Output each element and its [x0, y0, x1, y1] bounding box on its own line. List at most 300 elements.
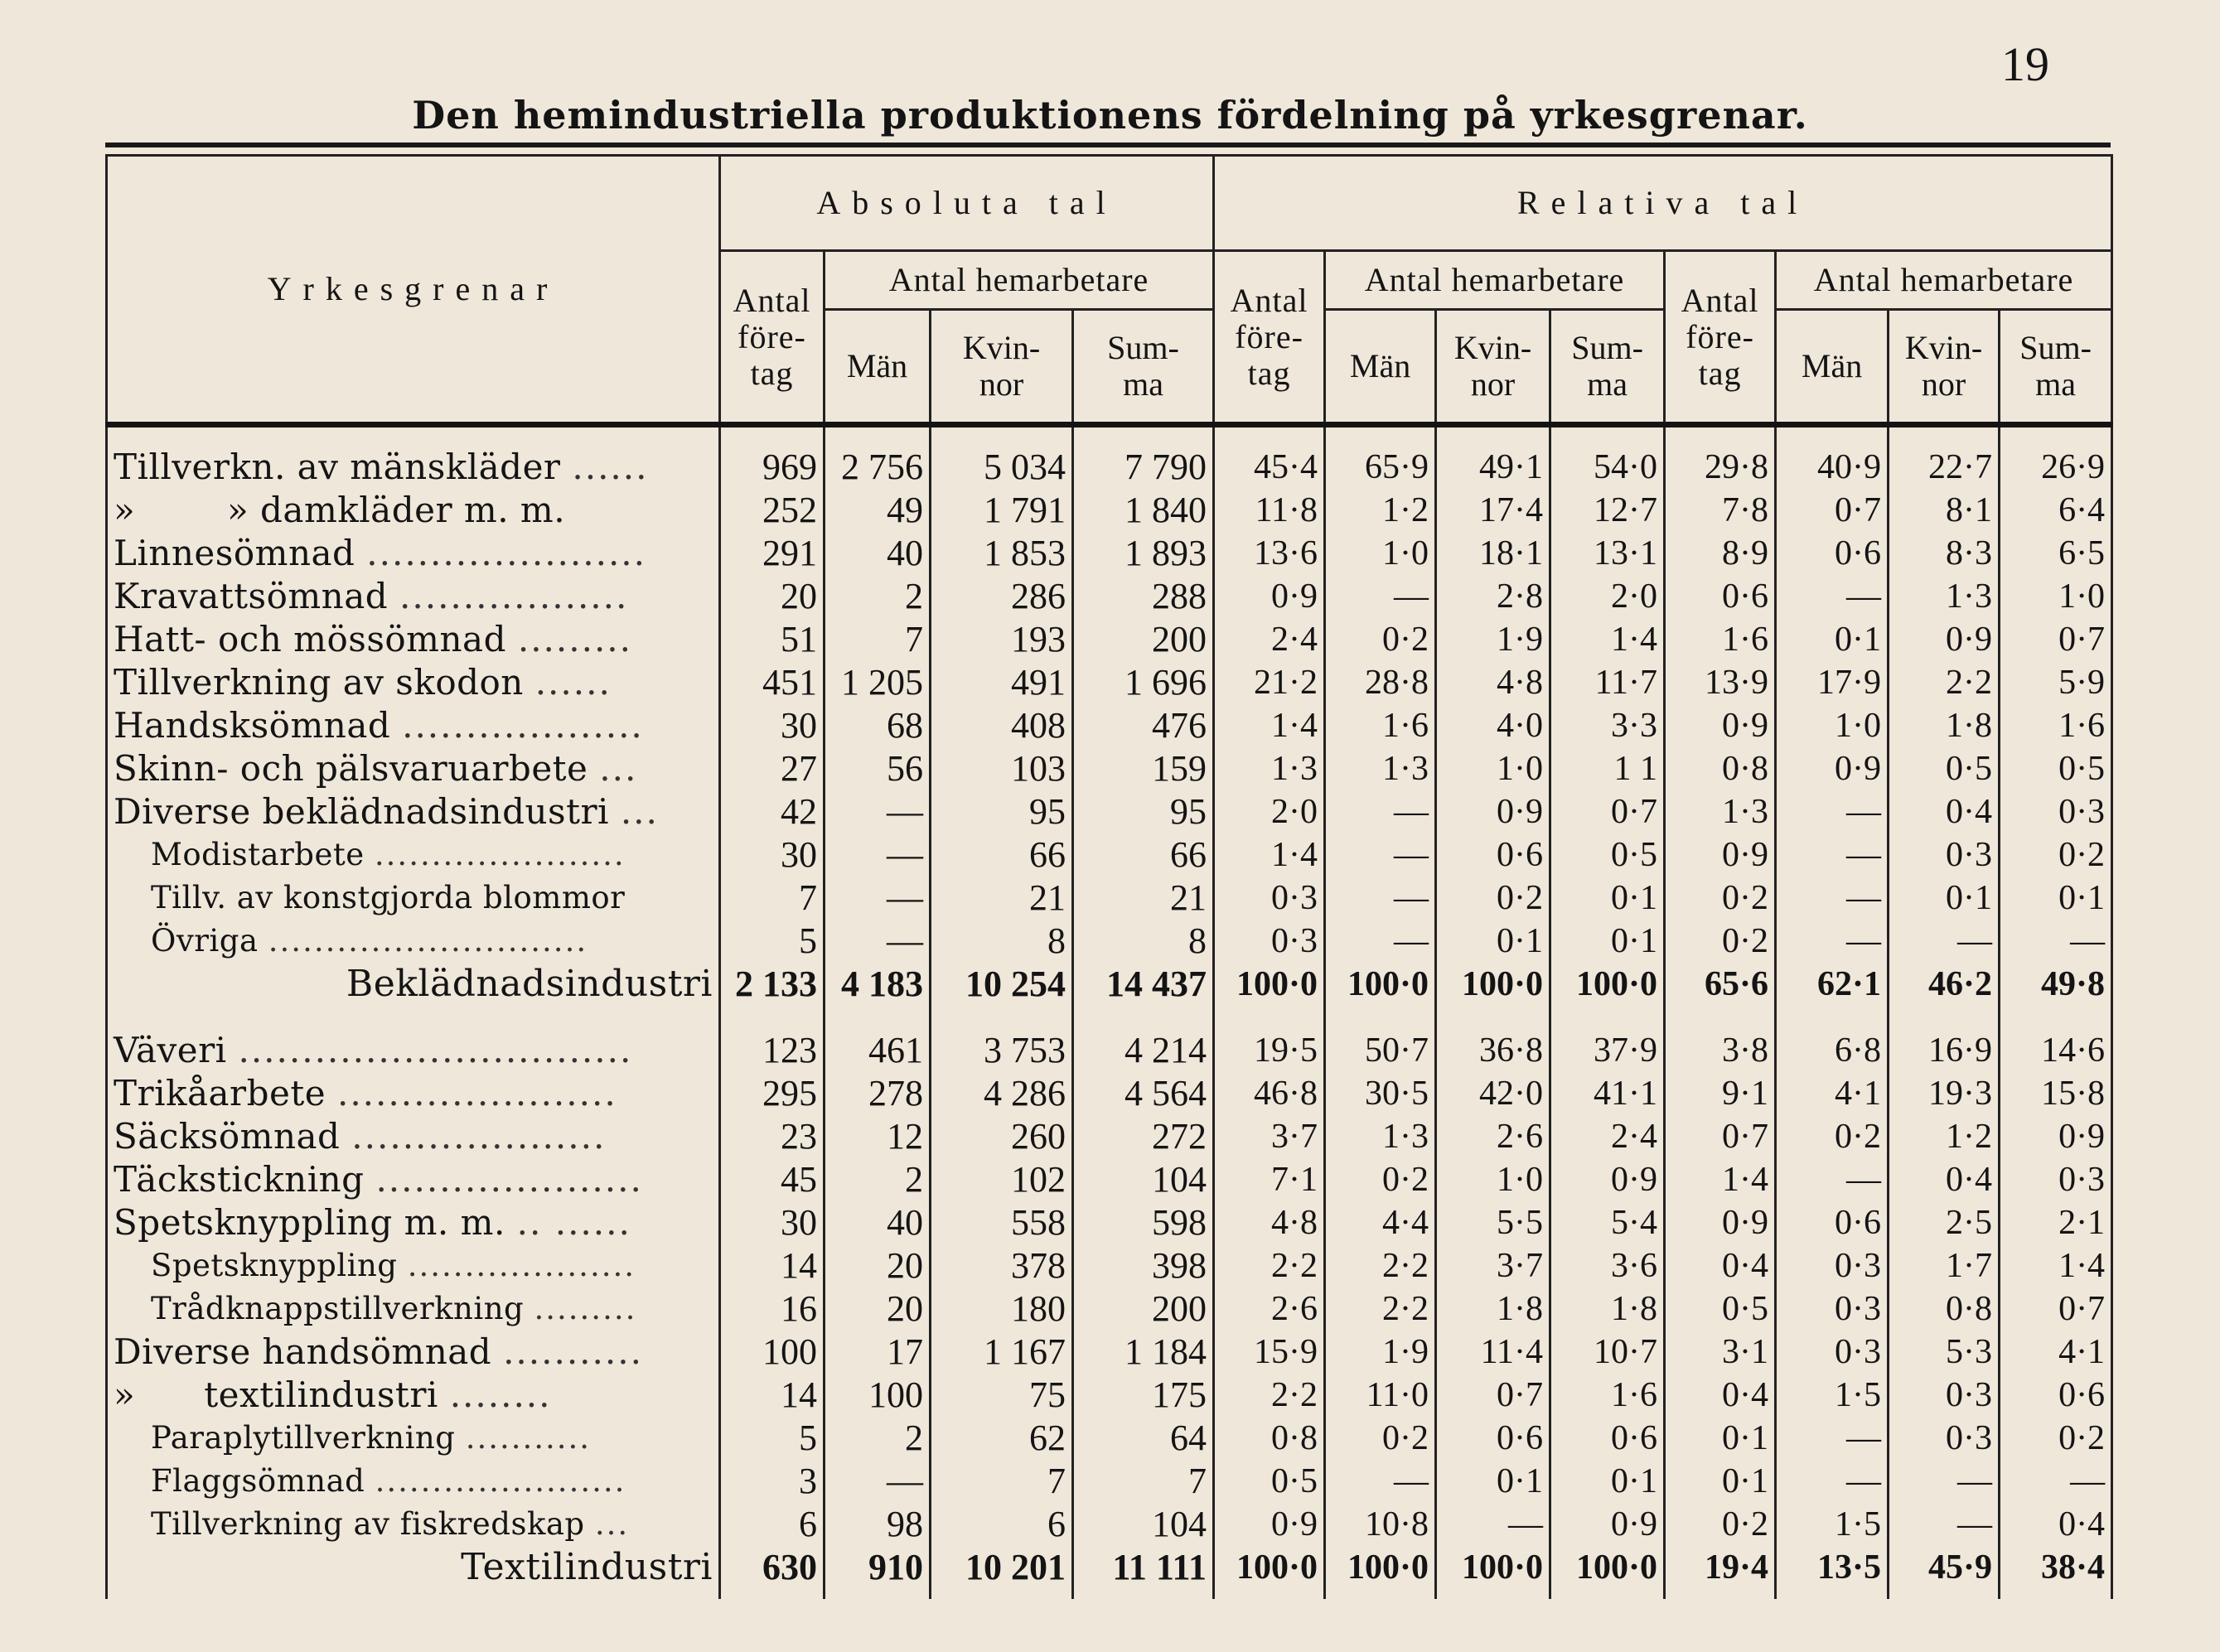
cell-rel2-kvinnor: 1·8 [1889, 704, 2000, 747]
cell-rel2-kvinnor: 1·2 [1889, 1115, 2000, 1158]
row-label-text: Handsksömnad [114, 705, 391, 746]
cell-rel2-man: 4·1 [1776, 1072, 1889, 1115]
cell-abs-summa: 4 214 [1073, 1016, 1214, 1072]
cell-rel2-antal-foretag: 0·9 [1665, 833, 1776, 877]
cell-rel2-kvinnor: 2·2 [1889, 661, 2000, 704]
header-kvinnor-rel-1: Kvin- nor [1436, 310, 1550, 425]
row-label-text: Modistarbete [151, 837, 365, 872]
cell-rel2-antal-foretag: 65·6 [1665, 963, 1776, 1016]
cell-rel2-kvinnor: — [1889, 1503, 2000, 1546]
cell-abs-summa: 159 [1073, 747, 1214, 790]
cell-rel2-antal-foretag: 0·1 [1665, 1460, 1776, 1503]
cell-rel1-antal-foretag: 3·7 [1214, 1115, 1325, 1158]
cell-rel2-man: 0·6 [1776, 532, 1889, 575]
cell-rel1-antal-foretag: 11·8 [1214, 489, 1325, 532]
row-label-text: » » damkläder m. m. [114, 490, 566, 530]
cell-abs-summa: 1 840 [1073, 489, 1214, 532]
header-antal-foretag-rel-1: Antal före- tag [1214, 251, 1325, 425]
cell-abs-summa: 104 [1073, 1503, 1214, 1546]
cell-abs-kvinnor: 103 [931, 747, 1073, 790]
leader-dots: ............................ [268, 923, 588, 959]
cell-rel1-kvinnor: 1·9 [1436, 618, 1550, 661]
row-label-text: Väveri [114, 1030, 227, 1070]
cell-rel2-kvinnor: 22·7 [1889, 425, 2000, 490]
header-man-rel-1: Män [1325, 310, 1436, 425]
cell-rel1-antal-foretag: 1·3 [1214, 747, 1325, 790]
header-man-rel-2: Män [1776, 310, 1889, 425]
header-summa-rel-2: Sum- ma [2000, 310, 2112, 425]
cell-rel2-antal-foretag: 8·9 [1665, 532, 1776, 575]
cell-rel2-kvinnor: 1·7 [1889, 1244, 2000, 1287]
cell-rel2-antal-foretag: 0·9 [1665, 704, 1776, 747]
cell-abs-kvinnor: 6 [931, 1503, 1073, 1546]
cell-rel1-summa: 0·1 [1550, 920, 1665, 963]
row-label-text: Kravattsömnad [114, 576, 389, 616]
cell-rel1-kvinnor: 42·0 [1436, 1072, 1550, 1115]
cell-rel1-summa: 41·1 [1550, 1072, 1665, 1115]
cell-rel1-kvinnor: 4·0 [1436, 704, 1550, 747]
cell-abs-kvinnor: 491 [931, 661, 1073, 704]
cell-abs-kvinnor: 7 [931, 1460, 1073, 1503]
cell-abs-summa: 1 696 [1073, 661, 1214, 704]
cell-rel1-antal-foretag: 0·9 [1214, 575, 1325, 618]
cell-rel2-kvinnor: 1·3 [1889, 575, 2000, 618]
table-row [107, 1244, 2112, 1287]
cell-abs-man: 7 [825, 618, 931, 661]
cell-abs-man: 100 [825, 1374, 931, 1417]
cell-rel2-man: — [1776, 1417, 1889, 1460]
cell-rel2-antal-foretag: 0·7 [1665, 1115, 1776, 1158]
cell-abs-man: 40 [825, 1201, 931, 1244]
cell-rel2-kvinnor: 0·9 [1889, 618, 2000, 661]
cell-rel2-kvinnor: — [1889, 920, 2000, 963]
cell-abs-kvinnor: 5 034 [931, 425, 1073, 490]
cell-rel1-summa: 0·9 [1550, 1503, 1665, 1546]
cell-abs-antal-foretag: 5 [720, 1417, 825, 1460]
cell-rel2-man: 17·9 [1776, 661, 1889, 704]
cell-abs-antal-foretag: 20 [720, 575, 825, 618]
cell-rel1-antal-foretag: 2·6 [1214, 1287, 1325, 1331]
cell-rel2-summa: 0·9 [2000, 1115, 2112, 1158]
table-row [107, 1374, 2112, 1417]
cell-abs-summa: 288 [1073, 575, 1214, 618]
cell-rel1-summa: 1 1 [1550, 747, 1665, 790]
table-row [107, 1460, 2112, 1503]
cell-rel1-antal-foretag: 0·9 [1214, 1503, 1325, 1546]
row-label [107, 747, 720, 790]
table-row [107, 1115, 2112, 1158]
leader-dots: ...................... [374, 837, 626, 872]
cell-rel1-kvinnor: 100·0 [1436, 963, 1550, 1016]
cell-abs-summa: 175 [1073, 1374, 1214, 1417]
leader-dots: ...... [572, 447, 649, 487]
header-antal-foretag-abs: Antal före- tag [720, 251, 825, 425]
row-label-text: Täckstickning [114, 1159, 365, 1200]
cell-rel2-summa: 49·8 [2000, 963, 2112, 1016]
cell-rel2-kvinnor: 46·2 [1889, 963, 2000, 1016]
cell-rel2-man: 0·6 [1776, 1201, 1889, 1244]
cell-abs-man: 461 [825, 1016, 931, 1072]
cell-rel2-man: 1·5 [1776, 1503, 1889, 1546]
row-label [107, 661, 720, 704]
cell-abs-man: 4 183 [825, 963, 931, 1016]
cell-abs-summa: 1 893 [1073, 532, 1214, 575]
cell-abs-antal-foretag: 100 [720, 1331, 825, 1374]
cell-abs-kvinnor: 260 [931, 1115, 1073, 1158]
cell-rel2-man: — [1776, 790, 1889, 833]
cell-abs-summa: 398 [1073, 1244, 1214, 1287]
row-label [107, 489, 720, 532]
cell-rel2-antal-foretag: 0·9 [1665, 1201, 1776, 1244]
cell-rel1-kvinnor: 18·1 [1436, 532, 1550, 575]
cell-rel1-summa: 100·0 [1550, 1546, 1665, 1599]
row-label [107, 1460, 720, 1503]
leader-dots: ...................... [366, 533, 646, 573]
cell-rel2-man: — [1776, 877, 1889, 920]
cell-abs-kvinnor: 378 [931, 1244, 1073, 1287]
cell-rel1-antal-foretag: 15·9 [1214, 1331, 1325, 1374]
cell-abs-kvinnor: 3 753 [931, 1016, 1073, 1072]
leader-dots: ...................... [375, 1463, 626, 1499]
row-label-text: Spetsknyppling m. m. [114, 1202, 505, 1243]
cell-rel1-summa: 5·4 [1550, 1201, 1665, 1244]
cell-rel2-antal-foretag: 0·8 [1665, 747, 1776, 790]
cell-rel1-summa: 11·7 [1550, 661, 1665, 704]
leader-dots: .. ...... [516, 1202, 631, 1243]
cell-abs-man: 278 [825, 1072, 931, 1115]
cell-abs-man: 1 205 [825, 661, 931, 704]
table-row [107, 575, 2112, 618]
header-antal-hemarbetare-rel-2: Antal hemarbetare [1776, 251, 2112, 310]
cell-rel2-man: — [1776, 575, 1889, 618]
cell-rel2-antal-foretag: 0·6 [1665, 575, 1776, 618]
cell-abs-man: — [825, 790, 931, 833]
cell-rel1-summa: 2·0 [1550, 575, 1665, 618]
cell-rel1-man: — [1325, 920, 1436, 963]
cell-abs-antal-foretag: 51 [720, 618, 825, 661]
cell-rel1-summa: 1·6 [1550, 1374, 1665, 1417]
cell-rel1-summa: 0·1 [1550, 877, 1665, 920]
cell-rel1-kvinnor: 0·1 [1436, 920, 1550, 963]
cell-rel1-summa: 100·0 [1550, 963, 1665, 1016]
header-relativa-tal: Relativa tal [1214, 156, 2112, 251]
row-label [107, 1417, 720, 1460]
cell-rel2-man: 62·1 [1776, 963, 1889, 1016]
cell-abs-kvinnor: 408 [931, 704, 1073, 747]
table-row [107, 1331, 2112, 1374]
cell-abs-summa: 1 184 [1073, 1331, 1214, 1374]
table-row [107, 1201, 2112, 1244]
cell-rel1-man: 100·0 [1325, 963, 1436, 1016]
leader-dots: ......... [534, 1291, 637, 1326]
table-row [107, 489, 2112, 532]
row-label-text: » textilindustri [114, 1374, 438, 1415]
cell-abs-man: 910 [825, 1546, 931, 1599]
cell-rel1-kvinnor: 100·0 [1436, 1546, 1550, 1599]
cell-abs-man: 2 [825, 1417, 931, 1460]
cell-abs-man: 2 [825, 1158, 931, 1201]
cell-abs-antal-foretag: 451 [720, 661, 825, 704]
cell-rel1-antal-foretag: 45·4 [1214, 425, 1325, 490]
cell-rel2-summa: 0·1 [2000, 877, 2112, 920]
row-label [107, 704, 720, 747]
cell-abs-kvinnor: 10 254 [931, 963, 1073, 1016]
table-row [107, 1158, 2112, 1201]
table-row [107, 1287, 2112, 1331]
cell-abs-man: — [825, 833, 931, 877]
cell-abs-man: 17 [825, 1331, 931, 1374]
cell-rel1-antal-foretag: 1·4 [1214, 833, 1325, 877]
cell-abs-man: 12 [825, 1115, 931, 1158]
cell-rel2-antal-foretag: 13·9 [1665, 661, 1776, 704]
row-label [107, 425, 720, 490]
cell-abs-summa: 66 [1073, 833, 1214, 877]
cell-abs-man: 49 [825, 489, 931, 532]
cell-abs-summa: 11 111 [1073, 1546, 1214, 1599]
cell-rel2-summa: 1·4 [2000, 1244, 2112, 1287]
cell-abs-antal-foretag: 6 [720, 1503, 825, 1546]
cell-rel1-man: 4·4 [1325, 1201, 1436, 1244]
cell-rel2-antal-foretag: 0·1 [1665, 1417, 1776, 1460]
header-yrkesgrenar: Yrkesgrenar [107, 156, 720, 425]
table-row [107, 618, 2112, 661]
page-number: 19 [2001, 37, 2049, 91]
cell-rel1-antal-foretag: 2·0 [1214, 790, 1325, 833]
cell-rel1-antal-foretag: 0·3 [1214, 877, 1325, 920]
row-label [107, 963, 720, 1016]
header-kvinnor-rel-2: Kvin- nor [1889, 310, 2000, 425]
cell-abs-antal-foretag: 252 [720, 489, 825, 532]
cell-abs-summa: 7 790 [1073, 425, 1214, 490]
cell-abs-summa: 272 [1073, 1115, 1214, 1158]
cell-abs-antal-foretag: 291 [720, 532, 825, 575]
row-label [107, 1115, 720, 1158]
table-row [107, 1016, 2112, 1072]
row-label-text: Textilindustri [461, 1546, 713, 1588]
cell-rel1-antal-foretag: 46·8 [1214, 1072, 1325, 1115]
cell-abs-man: 20 [825, 1287, 931, 1331]
cell-rel2-summa: 0·3 [2000, 1158, 2112, 1201]
cell-rel1-summa: 3·3 [1550, 704, 1665, 747]
cell-rel2-kvinnor: 0·3 [1889, 1374, 2000, 1417]
row-label-text: Säcksömnad [114, 1116, 341, 1157]
row-label-text: Diverse beklädnadsindustri [114, 791, 609, 832]
cell-rel2-summa: 26·9 [2000, 425, 2112, 490]
cell-abs-kvinnor: 95 [931, 790, 1073, 833]
cell-rel1-kvinnor: 49·1 [1436, 425, 1550, 490]
cell-rel1-man: 28·8 [1325, 661, 1436, 704]
cell-rel2-man: 1·0 [1776, 704, 1889, 747]
table-row [107, 877, 2112, 920]
table-row [107, 425, 2112, 490]
cell-abs-summa: 8 [1073, 920, 1214, 963]
leader-dots: .................... [351, 1116, 607, 1157]
cell-rel1-man: — [1325, 790, 1436, 833]
cell-rel1-kvinnor: — [1436, 1503, 1550, 1546]
cell-rel1-man: 2·2 [1325, 1287, 1436, 1331]
cell-rel2-antal-foretag: 3·1 [1665, 1331, 1776, 1374]
leader-dots: ... [620, 791, 659, 832]
cell-rel1-antal-foretag: 19·5 [1214, 1016, 1325, 1072]
leader-dots: ......... [517, 619, 632, 659]
cell-abs-summa: 104 [1073, 1158, 1214, 1201]
cell-abs-antal-foretag: 16 [720, 1287, 825, 1331]
cell-rel1-kvinnor: 0·7 [1436, 1374, 1550, 1417]
leader-dots: ................... [402, 705, 644, 746]
cell-rel1-kvinnor: 36·8 [1436, 1016, 1550, 1072]
row-label [107, 1546, 720, 1599]
cell-rel1-summa: 12·7 [1550, 489, 1665, 532]
cell-abs-antal-foretag: 30 [720, 1201, 825, 1244]
cell-abs-man: — [825, 920, 931, 963]
cell-abs-kvinnor: 21 [931, 877, 1073, 920]
cell-rel1-kvinnor: 11·4 [1436, 1331, 1550, 1374]
row-label [107, 1331, 720, 1374]
leader-dots: ..................... [375, 1159, 643, 1200]
table-body [107, 425, 2112, 1600]
cell-rel1-summa: 0·7 [1550, 790, 1665, 833]
header-summa-rel-1: Sum- ma [1550, 310, 1665, 425]
cell-rel1-antal-foretag: 0·5 [1214, 1460, 1325, 1503]
cell-abs-summa: 7 [1073, 1460, 1214, 1503]
row-label-text: Linnesömnad [114, 533, 355, 573]
row-label [107, 920, 720, 963]
cell-rel1-summa: 13·1 [1550, 532, 1665, 575]
header-antal-hemarbetare-rel-1: Antal hemarbetare [1325, 251, 1665, 310]
row-label-text: Tillv. av konstgjorda blommor [151, 880, 626, 915]
cell-rel2-summa: 5·9 [2000, 661, 2112, 704]
cell-abs-antal-foretag: 295 [720, 1072, 825, 1115]
cell-rel2-man: 1·5 [1776, 1374, 1889, 1417]
cell-rel1-antal-foretag: 2·4 [1214, 618, 1325, 661]
row-label-text: Tillverkn. av mänskläder [114, 447, 561, 487]
cell-rel2-antal-foretag: 9·1 [1665, 1072, 1776, 1115]
row-label [107, 1016, 720, 1072]
cell-rel1-man: 0·2 [1325, 1417, 1436, 1460]
cell-rel2-man: 0·1 [1776, 618, 1889, 661]
cell-rel2-summa: 1·0 [2000, 575, 2112, 618]
leader-dots: ........ [449, 1374, 552, 1415]
row-label-text: Beklädnadsindustri [346, 963, 713, 1005]
cell-rel1-man: 1·9 [1325, 1331, 1436, 1374]
cell-rel2-man: — [1776, 1158, 1889, 1201]
cell-rel2-summa: 6·5 [2000, 532, 2112, 575]
cell-abs-antal-foretag: 30 [720, 833, 825, 877]
cell-rel1-kvinnor: 0·9 [1436, 790, 1550, 833]
table-header [107, 156, 2112, 425]
row-label [107, 1201, 720, 1244]
row-label [107, 532, 720, 575]
cell-abs-man: — [825, 877, 931, 920]
cell-rel2-kvinnor: — [1889, 1460, 2000, 1503]
cell-rel1-summa: 0·1 [1550, 1460, 1665, 1503]
cell-abs-antal-foretag: 23 [720, 1115, 825, 1158]
cell-rel1-man: 30·5 [1325, 1072, 1436, 1115]
header-man-abs: Män [825, 310, 931, 425]
table-row [107, 532, 2112, 575]
cell-rel2-summa: 4·1 [2000, 1331, 2112, 1374]
cell-rel2-summa: 0·5 [2000, 747, 2112, 790]
table-row [107, 704, 2112, 747]
cell-abs-kvinnor: 102 [931, 1158, 1073, 1201]
cell-abs-antal-foretag: 3 [720, 1460, 825, 1503]
cell-rel2-kvinnor: 0·3 [1889, 833, 2000, 877]
cell-rel1-antal-foretag: 0·8 [1214, 1417, 1325, 1460]
cell-rel1-summa: 0·9 [1550, 1158, 1665, 1201]
statistics-table [105, 154, 2113, 1599]
statistics-table-wrapper [105, 142, 2111, 1599]
cell-abs-antal-foretag: 7 [720, 877, 825, 920]
cell-abs-kvinnor: 1 167 [931, 1331, 1073, 1374]
cell-abs-antal-foretag: 14 [720, 1374, 825, 1417]
cell-rel1-kvinnor: 2·6 [1436, 1115, 1550, 1158]
cell-rel2-summa: 0·4 [2000, 1503, 2112, 1546]
cell-rel2-antal-foretag: 0·2 [1665, 920, 1776, 963]
cell-rel2-kvinnor: 45·9 [1889, 1546, 2000, 1599]
cell-rel2-kvinnor: 19·3 [1889, 1072, 2000, 1115]
row-label [107, 833, 720, 877]
cell-rel2-kvinnor: 0·4 [1889, 1158, 2000, 1201]
cell-rel1-man: 0·2 [1325, 618, 1436, 661]
cell-rel1-kvinnor: 0·6 [1436, 1417, 1550, 1460]
cell-rel2-antal-foretag: 0·2 [1665, 877, 1776, 920]
header-antal-foretag-rel-2: Antal före- tag [1665, 251, 1776, 425]
cell-abs-kvinnor: 1 791 [931, 489, 1073, 532]
cell-abs-summa: 14 437 [1073, 963, 1214, 1016]
cell-abs-kvinnor: 180 [931, 1287, 1073, 1331]
cell-rel2-summa: — [2000, 1460, 2112, 1503]
cell-rel1-summa: 10·7 [1550, 1331, 1665, 1374]
cell-rel2-antal-foretag: 1·4 [1665, 1158, 1776, 1201]
cell-rel2-man: 0·2 [1776, 1115, 1889, 1158]
cell-abs-kvinnor: 193 [931, 618, 1073, 661]
cell-rel1-kvinnor: 17·4 [1436, 489, 1550, 532]
cell-abs-kvinnor: 8 [931, 920, 1073, 963]
cell-rel1-kvinnor: 0·1 [1436, 1460, 1550, 1503]
cell-rel2-man: 13·5 [1776, 1546, 1889, 1599]
cell-rel2-man: 0·9 [1776, 747, 1889, 790]
row-label [107, 1072, 720, 1115]
leader-dots: ...................... [336, 1073, 617, 1113]
cell-rel1-kvinnor: 5·5 [1436, 1201, 1550, 1244]
cell-rel1-summa: 54·0 [1550, 425, 1665, 490]
row-label-text: Trådknappstillverkning [151, 1291, 525, 1326]
cell-rel2-man: 40·9 [1776, 425, 1889, 490]
row-label-text: Skinn- och pälsvaruarbete [114, 748, 588, 789]
cell-rel1-kvinnor: 2·8 [1436, 575, 1550, 618]
cell-rel1-antal-foretag: 7·1 [1214, 1158, 1325, 1201]
cell-rel2-summa: 0·7 [2000, 618, 2112, 661]
cell-abs-summa: 64 [1073, 1417, 1214, 1460]
cell-rel1-man: 65·9 [1325, 425, 1436, 490]
cell-rel2-kvinnor: 0·1 [1889, 877, 2000, 920]
cell-abs-man: 2 [825, 575, 931, 618]
cell-abs-antal-foretag: 123 [720, 1016, 825, 1072]
cell-rel1-man: — [1325, 1460, 1436, 1503]
cell-rel1-summa: 0·5 [1550, 833, 1665, 877]
row-label-text: Tillverkning av skodon [114, 662, 524, 703]
cell-abs-antal-foretag: 2 133 [720, 963, 825, 1016]
cell-abs-summa: 200 [1073, 618, 1214, 661]
cell-abs-kvinnor: 10 201 [931, 1546, 1073, 1599]
leader-dots: ........... [503, 1331, 643, 1372]
leader-dots: ............................... [238, 1030, 633, 1070]
cell-rel2-man: 0·3 [1776, 1287, 1889, 1331]
cell-abs-man: 98 [825, 1503, 931, 1546]
cell-abs-kvinnor: 286 [931, 575, 1073, 618]
cell-rel1-man: 2·2 [1325, 1244, 1436, 1287]
cell-abs-kvinnor: 66 [931, 833, 1073, 877]
